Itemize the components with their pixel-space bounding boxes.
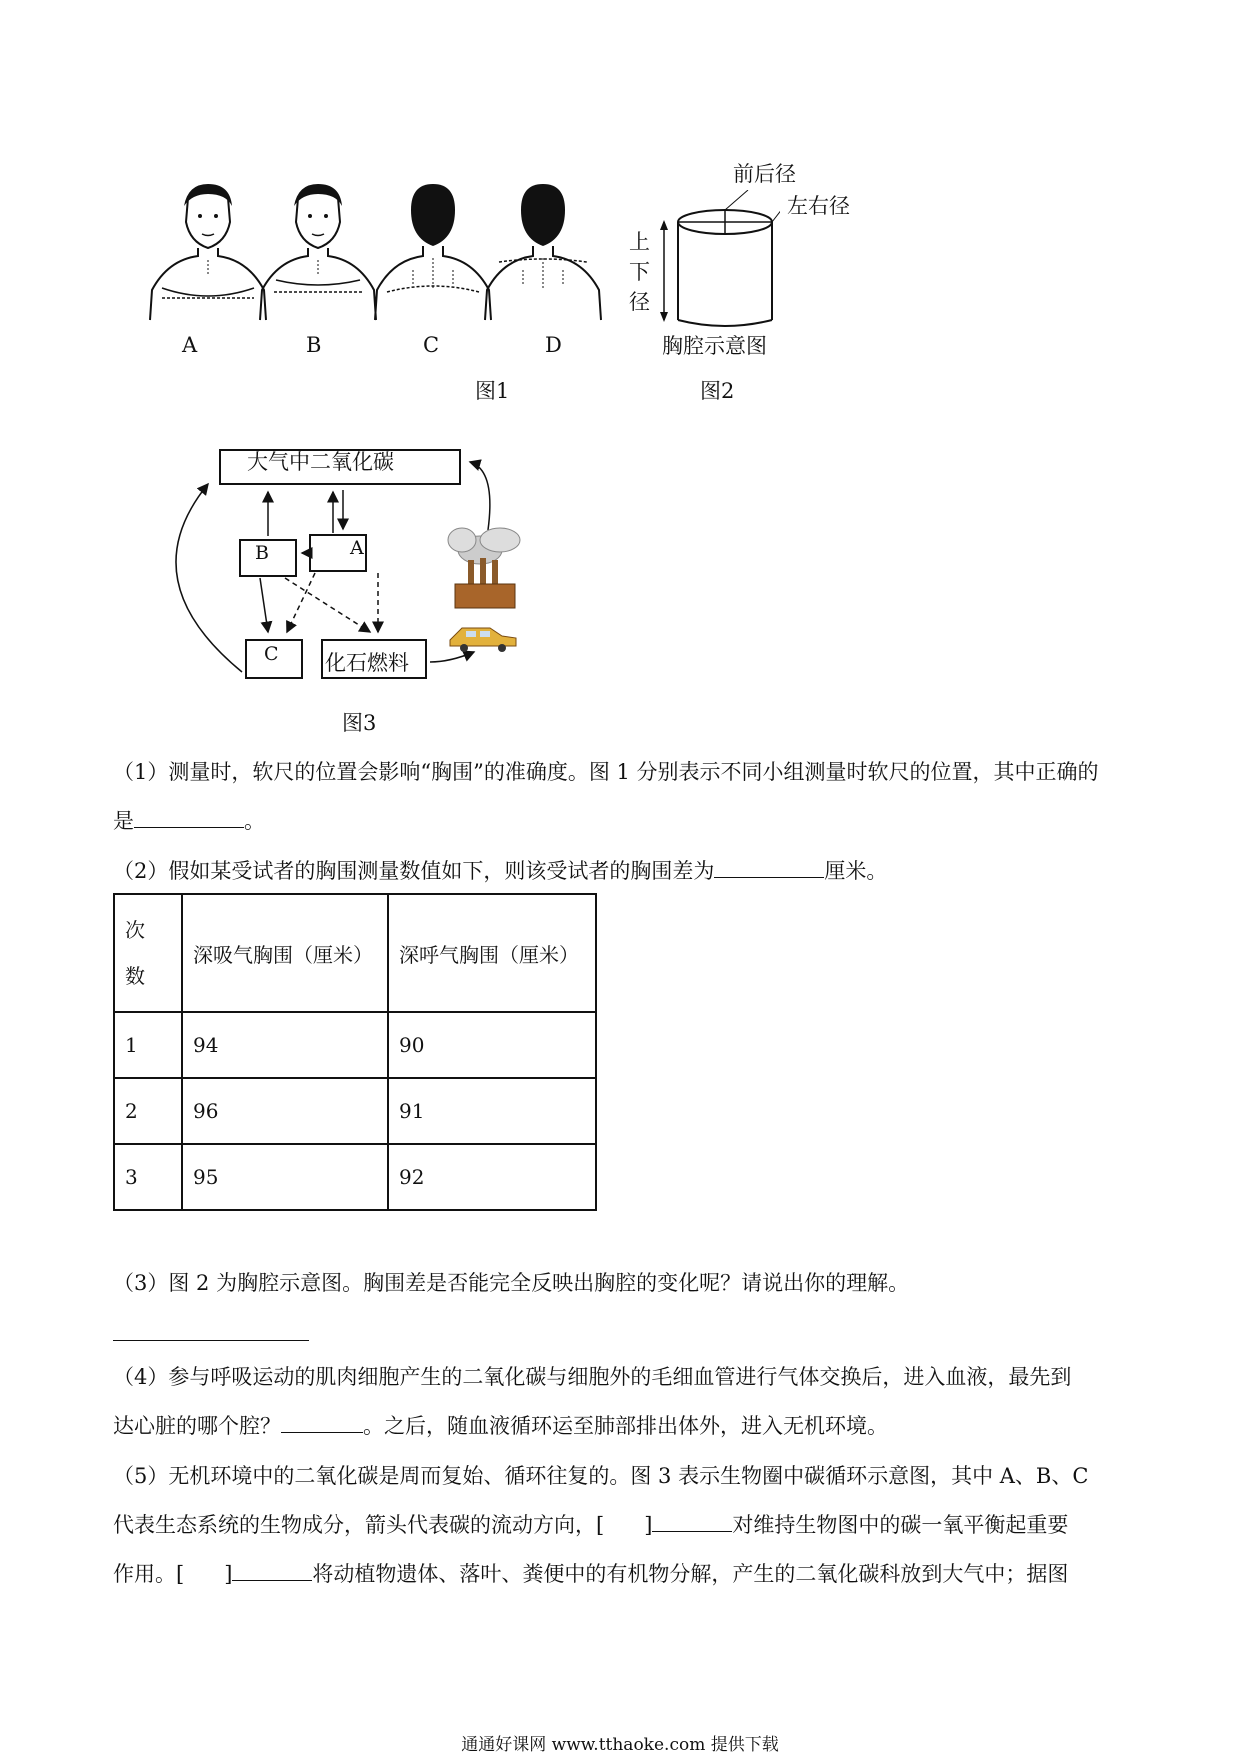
figure3-caption: 图3 <box>342 711 377 735</box>
answer-blank-2[interactable] <box>714 856 824 878</box>
question-1 <box>113 748 1133 846</box>
question-5-line-3a: 作用。[ <box>113 1562 185 1586</box>
question-4-line-1: （4）参与呼吸运动的肌肉细胞产生的二氧化碳与细胞外的毛细血管进行气体交换后，进入血液，最先到 <box>113 1365 1072 1389</box>
table-cell: 94 <box>182 1012 388 1078</box>
question-5-line-2a: 代表生态系统的生物成分，箭头代表碳的流动方向，[ <box>113 1513 605 1537</box>
figure2-left-right-label: 左右径 <box>787 194 850 218</box>
figure3-box-b: B <box>255 542 269 564</box>
figure2-cylinder <box>640 190 780 330</box>
table-header-row <box>114 894 596 1012</box>
figure2-vertical-label-1: 上 <box>629 230 650 254</box>
question-5-line-3b: ] <box>224 1562 233 1586</box>
table-row <box>114 1012 596 1078</box>
question-4-line-2b: 。之后，随血液循环运至肺部排出体外，进入无机环境。 <box>363 1414 888 1438</box>
answer-bracket-5b[interactable] <box>184 1560 224 1581</box>
figure1-caption: 图1 <box>475 379 510 403</box>
question-4 <box>113 1353 1133 1451</box>
figure2-vertical-label-2: 下 <box>629 260 650 284</box>
figure3-box-c: C <box>264 643 279 665</box>
answer-blank-1[interactable] <box>134 806 244 828</box>
table-cell: 2 <box>114 1078 182 1144</box>
person-d-back <box>485 184 601 320</box>
person-a-front <box>150 184 266 320</box>
figure3-atmosphere-box: 大气中二氧化碳 <box>247 450 394 474</box>
figure1-label-a: A <box>182 333 198 357</box>
table-cell: 1 <box>114 1012 182 1078</box>
table-cell: 95 <box>182 1144 388 1210</box>
table-cell: 91 <box>388 1078 596 1144</box>
answer-blank-4[interactable] <box>281 1411 363 1433</box>
answer-bracket-5a[interactable] <box>604 1511 644 1532</box>
chest-measurement-table <box>113 893 597 1211</box>
table-row <box>114 1078 596 1144</box>
table-cell: 90 <box>388 1012 596 1078</box>
figure1-label-b: B <box>306 333 322 357</box>
page-footer: 通通好课网 www.tthaoke.com 提供下载 <box>461 1735 779 1755</box>
question-4-line-2a: 达心脏的哪个腔？ <box>113 1414 281 1438</box>
question-5-line-2b: ] <box>644 1513 653 1537</box>
question-1-end: 。 <box>244 809 265 833</box>
question-2-text: （2）假如某受试者的胸围测量数值如下，则该受试者的胸围差为 <box>113 859 715 883</box>
table-cell: 3 <box>114 1144 182 1210</box>
person-b-front <box>260 184 376 320</box>
question-5-line-2c: 对维持生物图中的碳一氧平衡起重要 <box>732 1513 1069 1537</box>
figure1-label-c: C <box>423 333 440 357</box>
question-3-text: （3）图 2 为胸腔示意图。胸围差是否能完全反映出胸腔的变化呢？请说出你的理解。 <box>113 1271 910 1295</box>
table-row <box>114 1144 596 1210</box>
question-2-unit: 厘米。 <box>824 859 888 883</box>
figure2-front-back-label: 前后径 <box>733 162 796 186</box>
question-5 <box>113 1452 1133 1599</box>
answer-line-3[interactable] <box>113 1340 309 1341</box>
answer-blank-5a[interactable] <box>652 1510 732 1532</box>
table-cell: 92 <box>388 1144 596 1210</box>
table-header-inhale: 深吸气胸围（厘米） <box>182 894 388 1012</box>
question-2 <box>113 847 1133 896</box>
question-1-text-2: 是 <box>113 809 134 833</box>
figure3-fossil-fuel-box: 化石燃料 <box>325 651 409 675</box>
figure2-vertical-label-3: 径 <box>629 290 650 314</box>
figure1-label-d: D <box>545 333 562 357</box>
answer-blank-5b[interactable] <box>232 1559 312 1581</box>
question-3 <box>113 1259 1133 1308</box>
question-5-line-1: （5）无机环境中的二氧化碳是周而复始、循环往复的。图 3 表示生物圈中碳循环示意图，其中 A、B、C <box>113 1464 1089 1488</box>
car-icon <box>450 628 516 652</box>
question-5-line-3c: 将动植物遗体、落叶、粪便中的有机物分解，产生的二氧化碳科放到大气中；据图 <box>312 1562 1069 1586</box>
table-header-exhale: 深呼气胸围（厘米） <box>388 894 596 1012</box>
figure2-title: 胸腔示意图 <box>662 334 767 358</box>
person-c-back <box>375 184 491 320</box>
table-header-count: 次 数 <box>114 894 182 1012</box>
question-1-text: （1）测量时，软尺的位置会影响“胸围”的准确度。图 1 分别表示不同小组测量时软尺的位置，其中正确的 <box>113 760 1099 784</box>
factory-icon <box>448 528 520 608</box>
table-cell: 96 <box>182 1078 388 1144</box>
figure3-box-a: A <box>350 537 364 559</box>
figure2-caption: 图2 <box>700 379 735 403</box>
